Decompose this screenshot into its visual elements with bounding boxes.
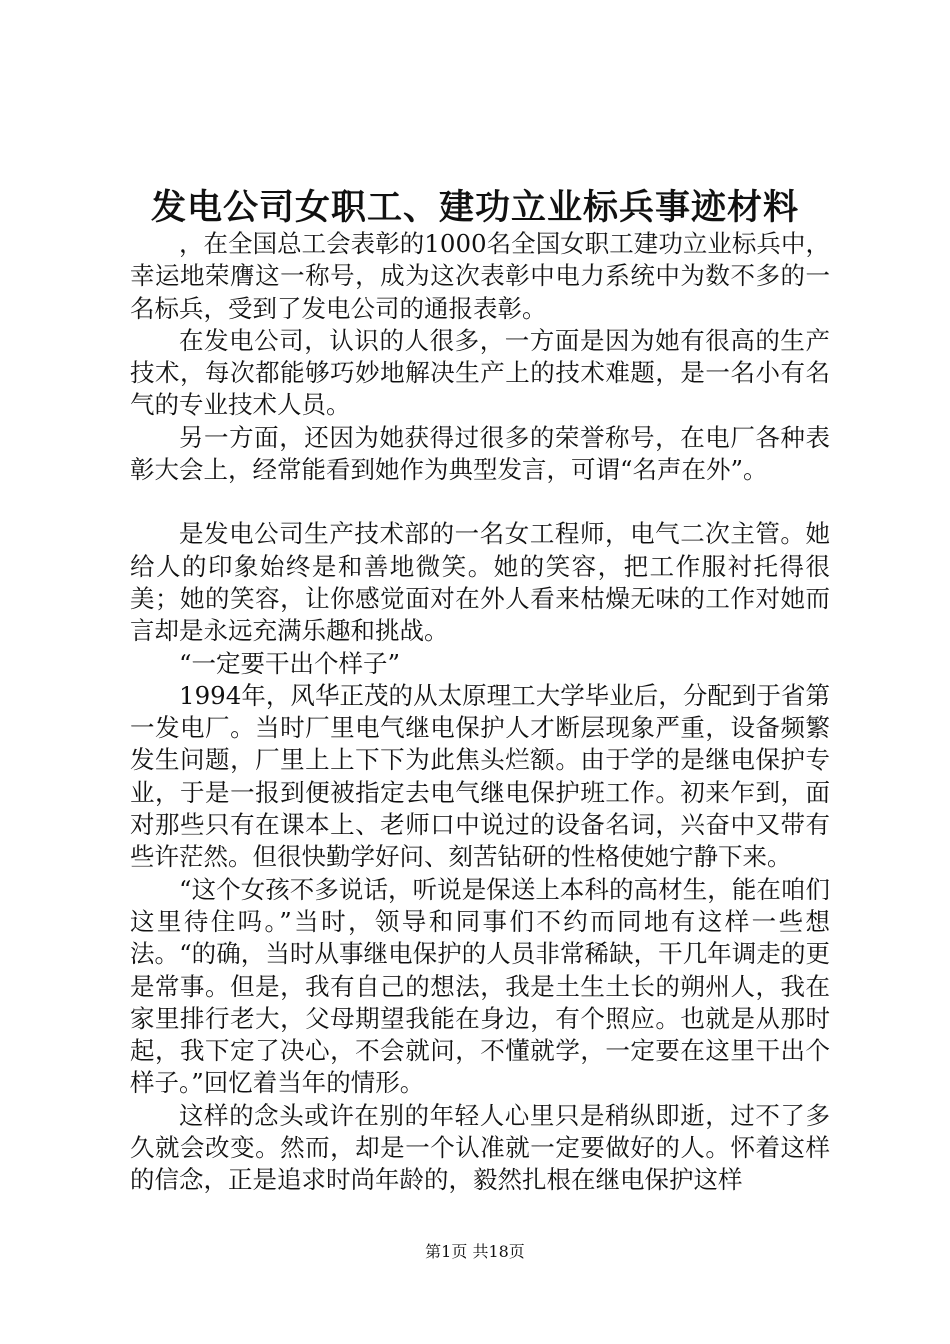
document-title: 发电公司女职工、建功立业标兵事迹材料 <box>150 187 799 228</box>
section-heading: “一定要干出个样子” <box>179 648 401 678</box>
paragraph: 这样的念头或许在别的年轻人心里只是稍纵即逝，过不了多久就会改变。然而，却是一个认准就一定要做好的人。怀着这样的信念，正是追求时尚年龄的，毅然扎根在继电保护这样 <box>130 1100 830 1195</box>
document-body <box>130 228 830 1197</box>
paragraph: 另一方面，还因为她获得过很多的荣誉称号，在电厂各种表彰大会上，经常能看到她作为典型发言，可谓“名声在外”。 <box>130 422 830 485</box>
paragraph: 1994年，风华正茂的从太原理工大学毕业后，分配到于省第一发电厂。当时厂里电气继电保护人才断层现象严重，设备频繁发生问题，厂里上上下下为此焦头烂额。由于学的是继电保护专业，于是一报到便被指定去电气继电保护班工作。初来乍到，面对那些只有在课本上、老师口中说过的设备名词，兴奋中又带有些许茫然。但很快勤学好问、刻苦钻研的性格使她宁静下来。 <box>130 680 830 872</box>
paragraph-gap <box>130 486 830 518</box>
paragraph: “这个女孩不多说话，听说是保送上本科的高材生，能在咱们这里待住吗。”当时，领导和同事们不约而同地有这样一些想法。“的确，当时从事继电保护的人员非常稀缺，干几年调走的更是常事。但是，我有自己的想法，我是土生土长的朔州人，我在家里排行老大，父母期望我能在身边，有个照应。也就是从那时起，我下定了决心，不会就问，不懂就学，一定要在这里干出个样子。”回忆着当年的情形。 <box>130 874 830 1098</box>
page-number-footer: 第1页 共18页 <box>425 1242 525 1261</box>
paragraph: 在发电公司，认识的人很多，一方面是因为她有很高的生产技术，每次都能够巧妙地解决生产上的技术难题，是一名小有名气的专业技术人员。 <box>130 325 830 420</box>
paragraph: ，在全国总工会表彰的1000名全国女职工建功立业标兵中，幸运地荣膺这一称号，成为这次表彰中电力系统中为数不多的一名标兵，受到了发电公司的通报表彰。 <box>130 229 830 323</box>
paragraph: 是发电公司生产技术部的一名女工程师，电气二次主管。她给人的印象始终是和善地微笑。她的笑容，把工作服衬托得很美；她的笑容，让你感觉面对在外人看来枯燥无味的工作对她而言却是永远充满乐趣和挑战。 <box>130 519 830 646</box>
